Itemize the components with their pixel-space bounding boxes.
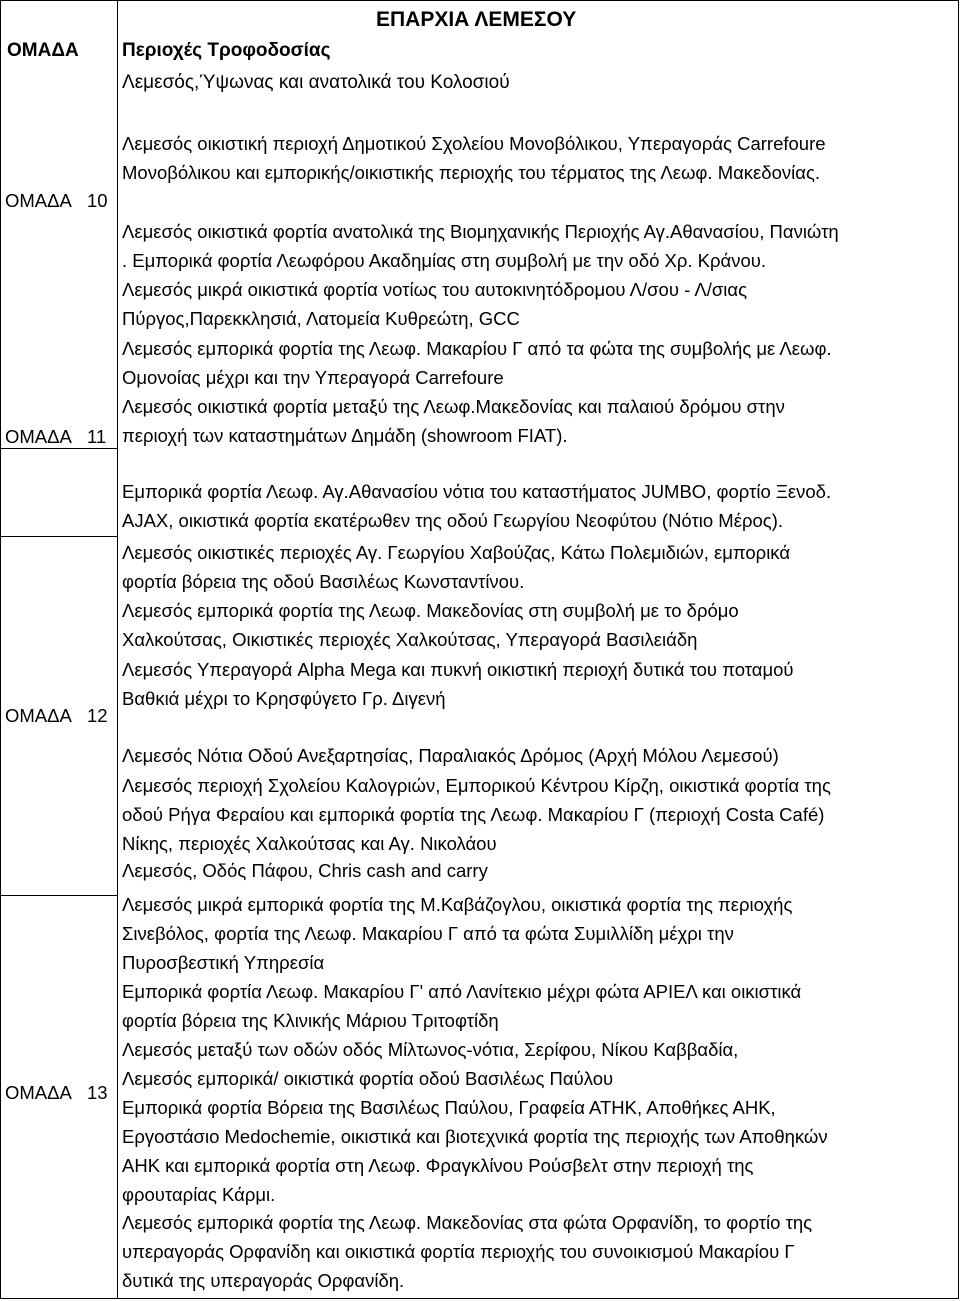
header-areas: Περιοχές Τροφοδοσίας — [122, 40, 331, 61]
area-entry — [122, 1064, 613, 1093]
table-right-border — [958, 0, 959, 1299]
area-entry — [122, 129, 826, 187]
entry-line: Νίκης, περιοχές Χαλκούτσας και Αγ. Νικολάου — [122, 833, 497, 854]
group-label — [5, 190, 108, 212]
group-number: 11 — [87, 426, 107, 447]
area-entry — [122, 977, 801, 1035]
entry-line: AJAX, οικιστικά φορτία εκατέρωθεν της οδού Γεωργίου Νεοφύτου (Νότιο Μέρος). — [122, 510, 783, 531]
area-entry — [122, 1208, 812, 1295]
table-left-border — [0, 0, 1, 1299]
area-entry — [122, 217, 839, 275]
entry-line: Λεμεσός οικιστική περιοχή Δημοτικού Σχολείου Μονοβόλικου, Υπεραγοράς Carrefoure — [122, 133, 826, 154]
entry-line: Πυροσβεστική Υπηρεσία — [122, 952, 325, 973]
entry-line: υπεραγοράς Ορφανίδη και οικιστικά φορτία περιοχής του συνοικισμού Μακαρίου Γ — [122, 1241, 795, 1262]
area-entry — [122, 334, 832, 392]
group-number: 10 — [87, 190, 108, 211]
entry-line: Λεμεσός εμπορικά φορτία της Λεωφ. Μακεδονίας στη συμβολή με το δρόμο — [122, 600, 739, 621]
entry-line: Σινεβόλος, φορτία της Λεωφ. Μακαρίου Γ από τα φώτα Συμιλλίδη μέχρι την — [122, 923, 734, 944]
entry-line: οδού Ρήγα Φεραίου και εμπορικά φορτία της Λεωφ. Μακαρίου Γ (περιοχή Costa Café) — [122, 804, 825, 825]
area-entry — [122, 1093, 828, 1209]
entry-line: Λεμεσός μεταξύ των οδών οδός Μίλτωνος-νότια, Σερίφου, Νίκου Καββαδία, — [122, 1039, 739, 1060]
group-number: 13 — [87, 1082, 108, 1103]
entry-line: Βαθκιά μέχρι το Κρησφύγετο Γρ. Διγενή — [122, 688, 446, 709]
entry-line: δυτικά της υπεραγοράς Ορφανίδη. — [122, 1270, 405, 1291]
entry-line: φρουταρίας Κάρμι. — [122, 1184, 276, 1205]
entry-line: Εργοστάσιο Medochemie, οικιστικά και βιοτεχνικά φορτία της περιοχής των Αποθηκών — [122, 1126, 828, 1147]
area-entry — [122, 538, 790, 596]
area-entry — [122, 655, 794, 713]
entry-line: Λεμεσός μικρά εμπορικά φορτία της Μ.Καβάζογλου, οικιστικά φορτία της περιοχής — [122, 894, 793, 915]
group-separator — [0, 536, 118, 537]
entry-line: Εμπορικά φορτία Λεωφ. Μακαρίου Γ' από Λανίτεκιο μέχρι φώτα ΑΡΙΕΛ και οικιστικά — [122, 981, 802, 1002]
group-separator — [0, 895, 118, 896]
entry-line: Χαλκούτσας, Οικιστικές περιοχές Χαλκούτσας, Υπεραγορά Βασιλειάδη — [122, 629, 698, 650]
area-entry — [122, 890, 792, 977]
entry-line: Λεμεσός οικιστικές περιοχές Αγ. Γεωργίου Χαβούζας, Κάτω Πολεμιδιών, εμπορικά — [122, 542, 791, 563]
entry-line: Ομονοίας μέχρι και την Υπεραγορά Carrefoure — [122, 367, 504, 388]
area-entry — [122, 392, 785, 450]
area-entry — [122, 596, 739, 654]
entry-line: Λεμεσός οικιστικά φορτία μεταξύ της Λεωφ.Μακεδονίας και παλαιού δρόμου στην — [122, 396, 785, 417]
header-group: ΟΜΑΔΑ — [7, 40, 79, 61]
entry-line: ΑΗΚ και εμπορικά φορτία στη Λεωφ. Φραγκλίνου Ρούσβελτ στην περιοχή της — [122, 1155, 754, 1176]
entry-line: Λεμεσός εμπορικά/ οικιστικά φορτία οδού Βασιλέως Παύλου — [122, 1068, 614, 1089]
entry-line: φορτία βόρεια της οδού Βασιλέως Κωνσταντίνου. — [122, 571, 525, 592]
group-label-text: ΟΜΑΔΑ — [5, 705, 72, 726]
document-title: ΕΠΑΡΧΙΑ ΛΕΜΕΣΟΥ — [376, 8, 577, 31]
first-area-row: Λεμεσός,Ύψωνας και ανατολικά του Κολοσιού — [122, 72, 510, 93]
area-entry — [122, 275, 747, 333]
entry-line: Λεμεσός Υπεραγορά Alpha Mega και πυκνή οικιστική περιοχή δυτικά του ποταμού — [122, 659, 794, 680]
table-divider — [117, 0, 118, 1299]
group-separator — [0, 448, 118, 449]
entry-line: Λεμεσός, Οδός Πάφου, Chris cash and carry — [122, 860, 488, 881]
group-label — [5, 426, 107, 448]
entry-line: Πύργος,Παρεκκλησιά, Λατομεία Κυθρεώτη, GCC — [122, 308, 520, 329]
entry-line: Λεμεσός εμπορικά φορτία της Λεωφ. Μακαρίου Γ από τα φώτα της συμβολής με Λεωφ. — [122, 338, 832, 359]
entry-line: φορτία βόρεια της Κλινικής Μάριου Τριτοφτίδη — [122, 1010, 499, 1031]
entry-line: Εμπορικά φορτία Λεωφ. Αγ.Αθανασίου νότια του καταστήματος JUMBO, φορτίο Ξενοδ. — [122, 481, 832, 502]
entry-line: περιοχή των καταστημάτων Δημάδη (showroom FIAT). — [122, 425, 568, 446]
entry-line: Λεμεσός Νότια Οδού Ανεξαρτησίας, Παραλιακός Δρόμος (Αρχή Μόλου Λεμεσού) — [122, 745, 779, 766]
area-entry — [122, 771, 831, 858]
entry-line: Λεμεσός περιοχή Σχολείου Καλογριών, Εμπορικού Κέντρου Κίρζη, οικιστικά φορτία της — [122, 775, 831, 796]
group-label-text: ΟΜΑΔΑ — [5, 1082, 72, 1103]
entry-line: . Εμπορικά φορτία Λεωφόρου Ακαδημίας στη συμβολή με την οδό Χρ. Κράνου. — [122, 250, 767, 271]
entry-line: Εμπορικά φορτία Βόρεια της Βασιλέως Παύλου, Γραφεία ΑΤΗΚ, Αποθήκες ΑΗΚ, — [122, 1097, 776, 1118]
group-label — [5, 705, 108, 727]
entry-line: Λεμεσός εμπορικά φορτία της Λεωφ. Μακεδονίας στα φώτα Ορφανίδη, το φορτίο της — [122, 1212, 813, 1233]
entry-line: Λεμεσός μικρά οικιστικά φορτία νοτίως του αυτοκινητόδρομου Λ/σου - Λ/σιας — [122, 279, 748, 300]
area-entry — [122, 1035, 738, 1064]
group-label — [5, 1082, 108, 1104]
area-entry — [122, 856, 488, 885]
area-entry — [122, 741, 779, 770]
entry-line: Μονοβόλικου και εμπορικής/οικιστικής περιοχής του τέρματος της Λεωφ. Μακεδονίας. — [122, 162, 820, 183]
group-label-text: ΟΜΑΔΑ — [5, 190, 72, 211]
table-bottom-border — [0, 1298, 959, 1299]
group-label-text: ΟΜΑΔΑ — [5, 426, 72, 447]
area-entry — [122, 477, 831, 535]
table-top-border — [0, 0, 959, 1]
entry-line: Λεμεσός οικιστικά φορτία ανατολικά της Βιομηχανικής Περιοχής Αγ.Αθανασίου, Πανιώτη — [122, 221, 839, 242]
group-number: 12 — [87, 705, 108, 726]
